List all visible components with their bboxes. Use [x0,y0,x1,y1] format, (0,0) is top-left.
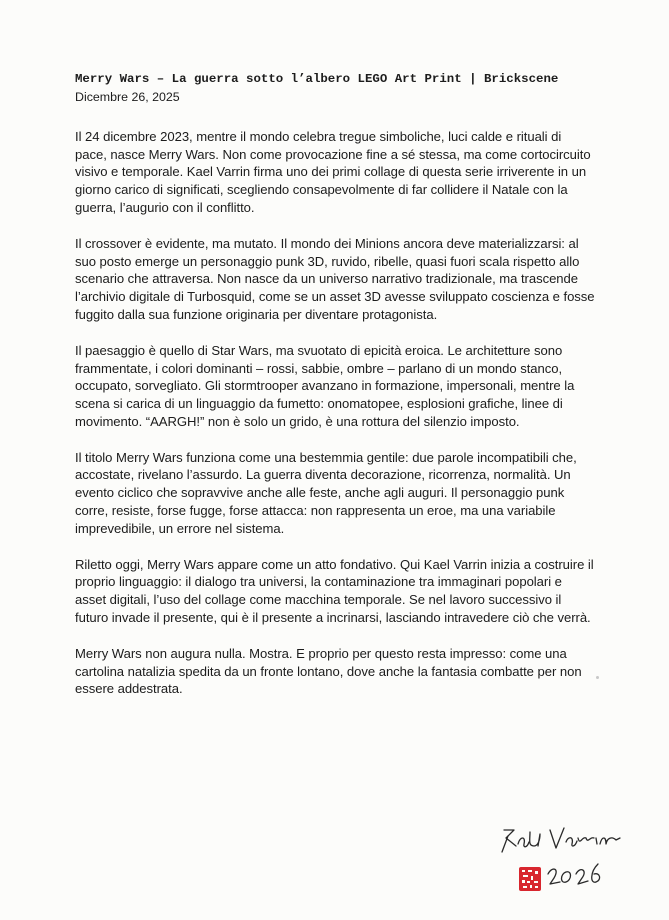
paragraph-5: Riletto oggi, Merry Wars appare come un atto fondativo. Qui Kael Varrin inizia a costruire il proprio linguaggio: il dialogo tra universi, la contaminazione tra immaginari popolari e asset digitali, l’uso del collage come macchina temporale. Se nel lavoro successivo il futuro invade il presente, qui è il presente a incrinarsi, lasciando intravedere ciò che verrà. [75,556,594,625]
paragraph-3: Il paesaggio è quello di Star Wars, ma svuotato di epicità eroica. Le architetture sono frammentate, i colori dominanti – rossi, sabbie, ombre – parlano di un mondo stanco, occupato, sorvegliato. Gli stormtrooper avanzano in formazione, impersonali, mentre la scena si carica di un linguaggio da fumetto: onomatopee, esplosioni grafiche, linee di movimento. “AARGH!” non è solo un grido, è una rottura del silenzio imposto. [75,342,575,429]
paragraph-4: Il titolo Merry Wars funziona come una bestemmia gentile: due parole incompatibili che, accostate, rivelano l’assurdo. La guerra diventa decorazione, ricorrenza, normalità. Un evento ciclico che sopravvive anche alle feste, anche agli auguri. Il personaggio punk corre, resiste, forse fugge, forse attacca: non rappresenta un eroe, ma una variabile imprevedibile, un errore nel sistema. [75,449,577,536]
paragraph-1: Il 24 dicembre 2023, mentre il mondo celebra tregue simboliche, luci calde e rituali di pace, nasce Merry Wars. Non come provocazione fine a sé stessa, ma come cortocircuito visivo e temporale. Kael Varrin firma uno dei primi collage di questa serie irriverente in un giorno carico di significati, scegliendo consapevolmente di far collidere il Natale con la guerra, l’augurio con il conflitto. [75,129,591,215]
paragraph-2: Il crossover è evidente, ma mutato. Il mondo dei Minions ancora deve materializzarsi: al suo posto emerge un personaggio punk 3D, ruvido, ribelle, quasi fuori scala rispetto allo scenario che attraversa. Non nasce da un universo narrativo tradizionale, ma trascende l’archivio digitale di Turbosquid, come se un asset 3D avesse sviluppato coscienza e fosse fuggito dalla sua funzione originaria per diventare protagonista. [75,235,595,322]
red-seal-stamp [518,866,542,892]
paragraph-6: Merry Wars non augura nulla. Mostra. E proprio per questo resta impresso: come una cartolina natalizia spedita da un fronte lontano, dove anche la fantasia combatte per non essere addestrata. [75,645,582,697]
document-title: Merry Wars – La guerra sotto l’albero LEGO Art Print | Brickscene [75,72,559,86]
document-date: Dicembre 26, 2025 [75,90,180,104]
handwritten-signature [494,822,634,912]
paper-speck [596,676,599,679]
document-body [75,70,595,716]
